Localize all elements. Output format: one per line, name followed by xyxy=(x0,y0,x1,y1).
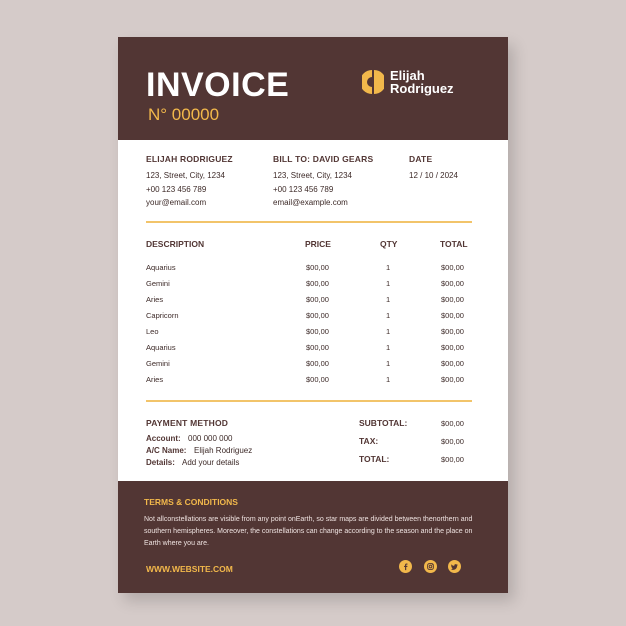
tax-value: $00,00 xyxy=(441,437,464,446)
table-row xyxy=(118,295,508,309)
sender-email: your@email.com xyxy=(146,198,207,207)
invoice-title: INVOICE xyxy=(146,66,290,104)
divider-bottom xyxy=(146,400,472,402)
bill-to-label: BILL TO: DAVID GEARS xyxy=(273,154,374,164)
date-label: DATE xyxy=(409,154,433,164)
invoice-header xyxy=(118,37,508,140)
brand-name xyxy=(390,69,508,95)
brand-name-line1: Elijah xyxy=(390,68,425,83)
date-value: 12 / 10 / 2024 xyxy=(409,171,458,180)
row-description: Aquarius xyxy=(146,343,176,352)
table-row xyxy=(118,375,508,389)
row-description: Capricorn xyxy=(146,311,179,320)
table-row xyxy=(118,263,508,277)
sender-address: 123, Street, City, 1234 xyxy=(146,171,226,180)
bill-to-email: email@example.com xyxy=(273,198,348,207)
row-price: $00,00 xyxy=(306,295,329,304)
facebook-icon[interactable] xyxy=(399,560,412,573)
details-value: Add your details xyxy=(182,458,240,467)
account-value: 000 000 000 xyxy=(188,434,233,443)
tax-label: TAX: xyxy=(359,436,379,446)
row-qty: 1 xyxy=(386,279,391,288)
brand-name-line2: Rodriguez xyxy=(390,81,454,96)
sender-name: ELIJAH RODRIGUEZ xyxy=(146,154,233,164)
row-total: $00,00 xyxy=(441,263,464,272)
account-label: Account: xyxy=(146,434,181,443)
brand-logo-icon xyxy=(362,69,384,95)
row-price: $00,00 xyxy=(306,327,329,336)
row-price: $00,00 xyxy=(306,311,329,320)
column-header-description: DESCRIPTION xyxy=(146,239,205,249)
twitter-icon[interactable] xyxy=(448,560,461,573)
details-label: Details: xyxy=(146,458,175,467)
row-price: $00,00 xyxy=(306,359,329,368)
ac-name-value: Elijah Rodriguez xyxy=(194,446,253,455)
row-price: $00,00 xyxy=(306,263,329,272)
row-qty: 1 xyxy=(386,311,391,320)
table-row xyxy=(118,359,508,373)
instagram-icon[interactable] xyxy=(424,560,437,573)
ac-name-label: A/C Name: xyxy=(146,446,187,455)
terms-title: TERMS & CONDITIONS xyxy=(144,497,238,507)
row-qty: 1 xyxy=(386,263,391,272)
row-description: Aries xyxy=(146,375,164,384)
row-description: Aries xyxy=(146,295,164,304)
column-header-total: TOTAL xyxy=(440,239,468,249)
bill-to-address: 123, Street, City, 1234 xyxy=(273,171,353,180)
website-link[interactable]: WWW.WEBSITE.COM xyxy=(146,564,233,574)
row-price: $00,00 xyxy=(306,343,329,352)
row-total: $00,00 xyxy=(441,359,464,368)
subtotal-label: SUBTOTAL: xyxy=(359,418,408,428)
invoice-number: N° 00000 xyxy=(148,105,220,124)
instagram-glyph-icon xyxy=(426,562,435,571)
table-row xyxy=(118,279,508,293)
table-row xyxy=(118,327,508,341)
invoice-footer xyxy=(118,481,508,593)
row-description: Aquarius xyxy=(146,263,176,272)
terms-text: Not allconstellations are visible from any point onEarth, so star maps are divided between thenorthern and southern hemispheres. Moreover, the constellations can change according to the season and the place on Earth where you are. xyxy=(144,516,473,547)
column-header-qty: QTY xyxy=(380,239,398,249)
brand xyxy=(362,69,508,95)
total-label: TOTAL: xyxy=(359,454,390,464)
row-total: $00,00 xyxy=(441,295,464,304)
invoice-page xyxy=(118,37,508,593)
row-total: $00,00 xyxy=(441,375,464,384)
twitter-glyph-icon xyxy=(450,562,459,571)
column-header-price: PRICE xyxy=(305,239,331,249)
row-description: Gemini xyxy=(146,359,170,368)
table-row xyxy=(118,311,508,325)
subtotal-value: $00,00 xyxy=(441,419,464,428)
row-total: $00,00 xyxy=(441,327,464,336)
sender-phone: +00 123 456 789 xyxy=(146,185,207,194)
row-description: Leo xyxy=(146,327,159,336)
payment-method-title: PAYMENT METHOD xyxy=(146,418,229,428)
row-total: $00,00 xyxy=(441,343,464,352)
table-row xyxy=(118,343,508,357)
row-price: $00,00 xyxy=(306,375,329,384)
total-value: $00,00 xyxy=(441,455,464,464)
row-qty: 1 xyxy=(386,359,391,368)
row-total: $00,00 xyxy=(441,311,464,320)
row-description: Gemini xyxy=(146,279,170,288)
row-total: $00,00 xyxy=(441,279,464,288)
row-qty: 1 xyxy=(386,375,391,384)
bill-to-phone: +00 123 456 789 xyxy=(273,185,334,194)
divider-top xyxy=(146,221,472,223)
facebook-glyph-icon xyxy=(401,562,410,571)
row-qty: 1 xyxy=(386,343,391,352)
row-price: $00,00 xyxy=(306,279,329,288)
row-qty: 1 xyxy=(386,295,391,304)
row-qty: 1 xyxy=(386,327,391,336)
